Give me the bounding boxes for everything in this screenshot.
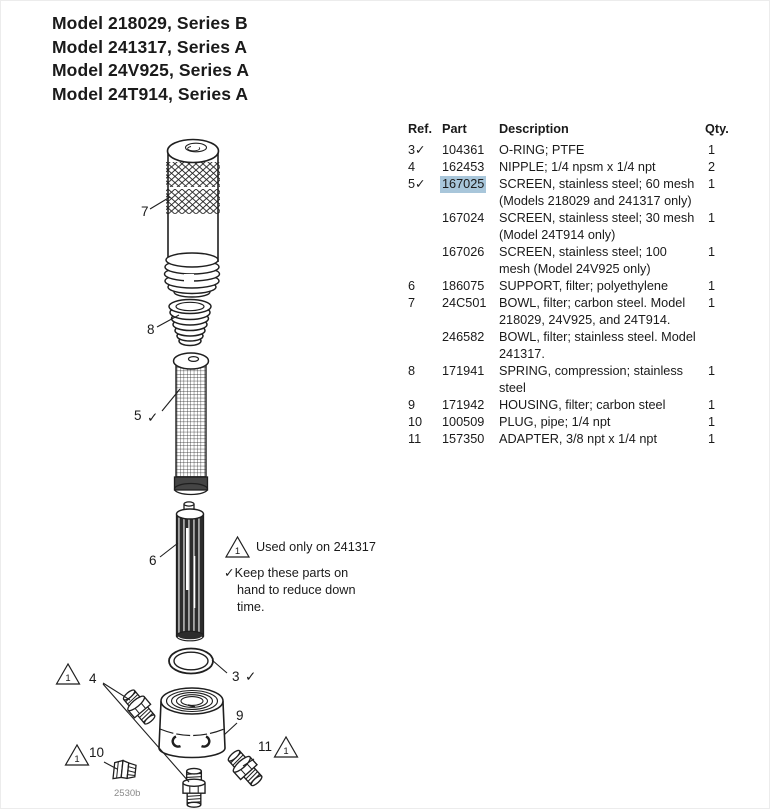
part-ref-cell: 8 — [408, 364, 416, 378]
part-number-cell: 162453 — [442, 160, 485, 174]
part-number-cell: 246582 — [442, 330, 485, 344]
part-qty-cell: 1 — [708, 432, 716, 446]
part-description-cell: SCREEN, stainless steel; 60 mesh (Models 218029 and 241317 only) — [499, 177, 695, 208]
part-description-cell: SUPPORT, filter; polyethylene — [499, 279, 669, 293]
check-note-line: time. — [237, 600, 265, 614]
o-ring-drawing — [169, 649, 213, 674]
callout-bowl: 7 — [141, 204, 149, 219]
part-description-cell: ADAPTER, 3/8 npt x 1/4 npt — [499, 432, 657, 446]
check-note — [224, 565, 356, 616]
header-description: Description — [499, 122, 569, 136]
part-qty-cell: 1 — [708, 364, 716, 378]
part-number-cell: 24C501 — [442, 296, 487, 310]
part-ref-cell: 9 — [408, 398, 416, 412]
part-number-cell: 167024 — [442, 211, 485, 225]
warning-number: 1 — [283, 746, 289, 757]
support-drawing — [177, 502, 204, 641]
part-number-cell: 186075 — [442, 279, 485, 293]
callout-adapter: 11 — [258, 739, 273, 754]
callout-nipple: 4 — [89, 671, 97, 686]
part-qty-cell: 1 — [708, 177, 716, 191]
checkmark-icon: ✓ — [245, 669, 257, 684]
header-qty: Qty. — [705, 122, 729, 136]
part-description-cell: PLUG, pipe; 1/4 npt — [499, 415, 611, 429]
part-description-cell: SPRING, compression; stainless steel — [499, 364, 684, 395]
bowl-drawing — [165, 140, 221, 298]
part-number-cell: 171941 — [442, 364, 485, 378]
part-description-cell: BOWL, filter; stainless steel. Model 241317. — [499, 330, 696, 361]
model-line: Model 241317, Series A — [52, 36, 248, 57]
plug-drawing — [113, 760, 136, 781]
callout-plug: 10 — [89, 745, 105, 760]
figure-code: 2530b — [114, 788, 141, 799]
part-description-cell: SCREEN, stainless steel; 100 mesh (Model 24V925 only) — [499, 245, 667, 276]
spring-drawing — [169, 300, 211, 346]
part-ref-cell: 11 — [408, 432, 422, 446]
check-note-text: Keep these parts on — [234, 566, 349, 580]
header-part: Part — [442, 122, 467, 136]
part-qty-cell: 1 — [708, 398, 716, 412]
warning-number: 1 — [74, 754, 80, 765]
checkmark-icon: ✓ — [224, 566, 235, 580]
housing-drawing — [159, 688, 225, 758]
part-ref-cell: 3✓ — [408, 143, 426, 157]
part-qty-cell: 1 — [708, 415, 716, 429]
part-description-cell: BOWL, filter; carbon steel. Model 218029, 24V925, and 24T914. — [499, 296, 686, 327]
part-description-cell: O-RING; PTFE — [499, 143, 585, 157]
part-qty-cell: 1 — [708, 296, 716, 310]
part-qty-cell: 1 — [708, 245, 716, 259]
check-note-line: hand to reduce down — [237, 583, 356, 597]
callout-support: 6 — [149, 553, 157, 568]
part-ref-cell: 7 — [408, 296, 416, 310]
part-ref-cell: 6 — [408, 279, 416, 293]
part-description-cell: HOUSING, filter; carbon steel — [499, 398, 666, 412]
part-qty-cell: 2 — [708, 160, 716, 174]
checkmark-icon: ✓ — [147, 410, 159, 425]
warning-number: 1 — [234, 546, 241, 557]
part-number-cell-highlighted: 167025 — [442, 177, 485, 191]
part-description-cell: NIPPLE; 1/4 npsm x 1/4 npt — [499, 160, 656, 174]
part-number-cell: 167026 — [442, 245, 485, 259]
check-note-line — [224, 565, 356, 582]
callout-housing: 9 — [236, 708, 244, 723]
nipple-drawing — [119, 686, 159, 728]
part-description-cell: SCREEN, stainless steel; 30 mesh (Model 24T914 only) — [499, 211, 695, 242]
triangle-note-text: Used only on 241317 — [256, 540, 376, 554]
part-qty-cell: 1 — [708, 279, 716, 293]
part-ref-cell: 4 — [408, 160, 416, 174]
model-line: Model 218029, Series B — [52, 13, 248, 33]
part-number-cell: 104361 — [442, 143, 485, 157]
nipple-drawing — [183, 768, 205, 807]
header-ref: Ref. — [408, 122, 432, 136]
callout-spring: 8 — [147, 322, 155, 337]
model-line: Model 24T914, Series A — [52, 83, 249, 104]
model-line: Model 24V925, Series A — [52, 60, 250, 80]
part-number-cell: 157350 — [442, 432, 485, 446]
callout-screen: 5 — [134, 408, 142, 423]
part-ref-cell: 5✓ — [408, 177, 426, 191]
warning-number: 1 — [65, 673, 71, 684]
part-number-cell: 100509 — [442, 415, 485, 429]
screen-drawing — [174, 353, 209, 495]
part-qty-cell: 1 — [708, 211, 716, 225]
part-number-cell: 171942 — [442, 398, 485, 412]
part-qty-cell: 1 — [708, 143, 716, 157]
part-ref-cell: 10 — [408, 415, 423, 429]
callout-oring: 3 — [232, 669, 240, 684]
